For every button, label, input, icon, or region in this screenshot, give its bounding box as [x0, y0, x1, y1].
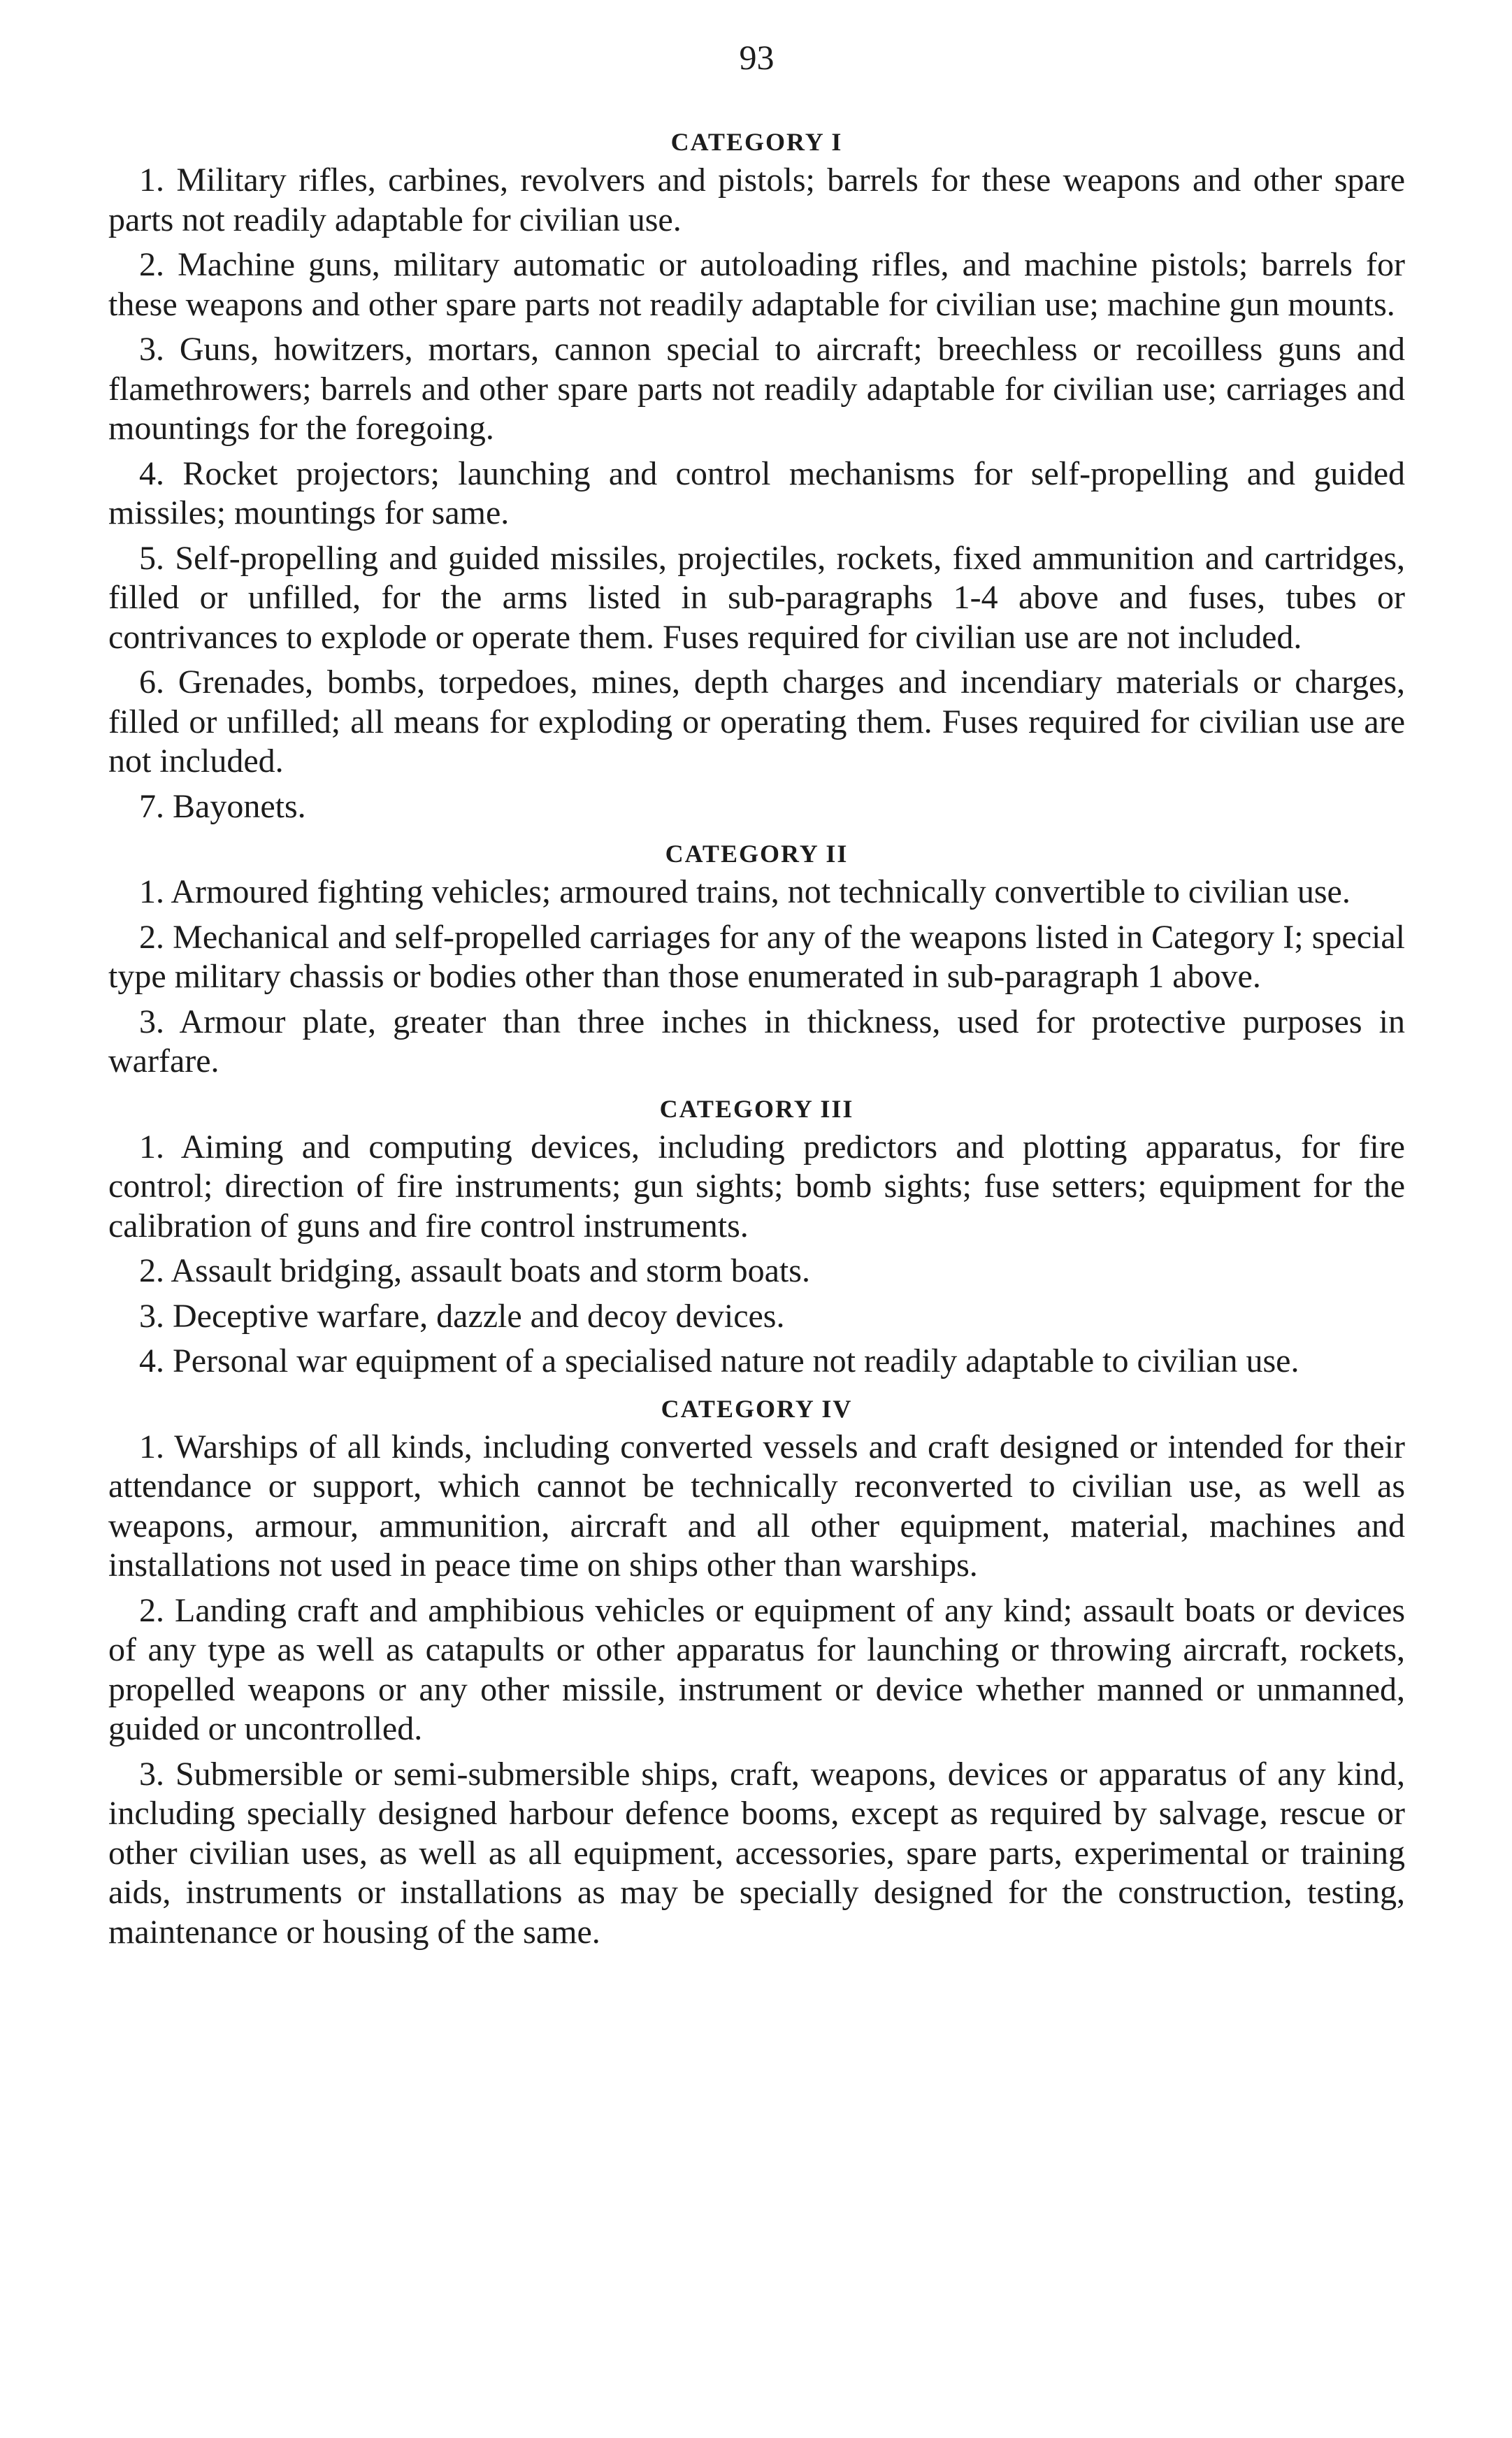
item-number: 4. [139, 454, 164, 492]
item-number: 1. [139, 1128, 164, 1166]
list-item [108, 1428, 1405, 1586]
item-number: 3. [139, 331, 164, 368]
item-number: 2. [139, 918, 164, 956]
item-number: 1. [139, 1428, 164, 1465]
list-item [108, 787, 1405, 827]
item-text: Personal war equipment of a specialised nature not readily adaptable to civilian use. [173, 1342, 1299, 1379]
category-section [108, 1087, 1405, 1382]
list-item [108, 539, 1405, 658]
list-item [108, 1342, 1405, 1382]
item-number: 4. [139, 1342, 164, 1379]
item-number: 1. [139, 162, 164, 199]
item-text: Mechanical and self-propelled carriages for any of the weapons listed in Category I; special type military chassis or bodies other than those enumerated in sub-paragraph 1 above. [108, 918, 1405, 995]
list-item [108, 918, 1405, 997]
list-item [108, 1591, 1405, 1749]
item-number: 2. [139, 246, 164, 283]
category-heading: CATEGORY II [665, 840, 849, 868]
list-item [108, 1252, 1405, 1291]
document-page [108, 0, 1405, 2438]
list-item [108, 663, 1405, 782]
category-section [108, 832, 1405, 1082]
list-item [108, 161, 1405, 240]
item-text: Self-propelling and guided missiles, projectiles, rockets, fixed ammunition and cartridges, filled or unfilled, for the arms listed in sub-paragraphs 1-4 above and fuses, tubes or contrivances to explode or operate them. Fuses required for civilian use are not included. [108, 539, 1406, 656]
item-text: Assault bridging, assault boats and storm boats. [171, 1252, 810, 1289]
item-text: Landing craft and amphibious vehicles or equipment of any kind; assault boats or devices of any type as well as catapults or other apparatus for launching or throwing aircraft, rockets, propelled weapons or any other missile, instrument or device whether manned or unmanned, guided or uncontrolled. [108, 1591, 1406, 1747]
item-text: Grenades, bombs, torpedoes, mines, depth charges and incendiary materials or charges, filled or unfilled; all means for exploding or operating them. Fuses required for civilian use are not included. [108, 664, 1405, 780]
category-section [108, 120, 1405, 826]
item-number: 7. [139, 787, 164, 825]
item-number: 3. [139, 1003, 164, 1040]
item-number: 5. [139, 539, 164, 577]
item-text: Armoured fighting vehicles; armoured trains, not technically convertible to civilian use. [171, 873, 1351, 910]
item-text: Deceptive warfare, dazzle and decoy devices. [173, 1297, 785, 1335]
item-text: Machine guns, military automatic or autoloading rifles, and machine pistols; barrels for these weapons and other spare parts not readily adaptable for civilian use; machine gun mounts. [108, 246, 1406, 323]
item-text: Guns, howitzers, mortars, cannon special to aircraft; breechless or recoilless guns and flamethrowers; barrels and other spare parts not readily adaptable for civilian use; carriages and mountings for the foregoing. [108, 331, 1406, 447]
item-text: Submersible or semi-submersible ships, craft, weapons, devices or apparatus of any kind, including specially designed harbour defence booms, except as required by salvage, rescue or other civilian uses, as well as all equipment, accessories, spare parts, experimental or training aids, instruments or installations as may be specially designed for the construction, testing, maintenance or housing of the same. [108, 1755, 1406, 1951]
category-heading: CATEGORY I [670, 128, 843, 156]
item-number: 1. [139, 873, 164, 910]
item-text: Armour plate, greater than three inches in thickness, used for protective purposes in warfare. [108, 1003, 1406, 1080]
category-heading: CATEGORY IV [661, 1394, 853, 1423]
item-number: 2. [139, 1591, 164, 1629]
list-item [108, 873, 1405, 912]
item-text: Bayonets. [173, 787, 306, 825]
item-number: 6. [139, 664, 164, 701]
item-number: 3. [139, 1755, 164, 1793]
item-text: Rocket projectors; launching and control mechanisms for self-propelling and guided missiles; mountings for same. [108, 454, 1405, 531]
item-text: Warships of all kinds, including converted vessels and craft designed or intended for their attendance or support, which cannot be technically reconverted to civilian use, as well as weapons, armour, ammunition, aircraft and all other equipment, material, machines and installations not used in peace time on ships other than warships. [108, 1428, 1405, 1584]
list-item [108, 1003, 1405, 1082]
list-item [108, 1128, 1405, 1247]
category-section [108, 1387, 1405, 1953]
item-text: Military rifles, carbines, revolvers and pistols; barrels for these weapons and other spare parts not readily adaptable for civilian use. [108, 162, 1406, 238]
item-text: Aiming and computing devices, including predictors and plotting apparatus, for fire control; direction of fire instruments; gun sights; bomb sights; fuse setters; equipment for the calibration of guns and fire control instruments. [108, 1128, 1405, 1245]
list-item [108, 1297, 1405, 1337]
page-number: 93 [739, 38, 775, 77]
item-number: 2. [139, 1252, 164, 1289]
list-item [108, 1755, 1405, 1953]
list-item [108, 330, 1405, 449]
list-item [108, 245, 1405, 324]
item-number: 3. [139, 1297, 164, 1335]
list-item [108, 454, 1405, 533]
category-heading: CATEGORY III [659, 1094, 854, 1123]
document-body [108, 120, 1405, 1958]
